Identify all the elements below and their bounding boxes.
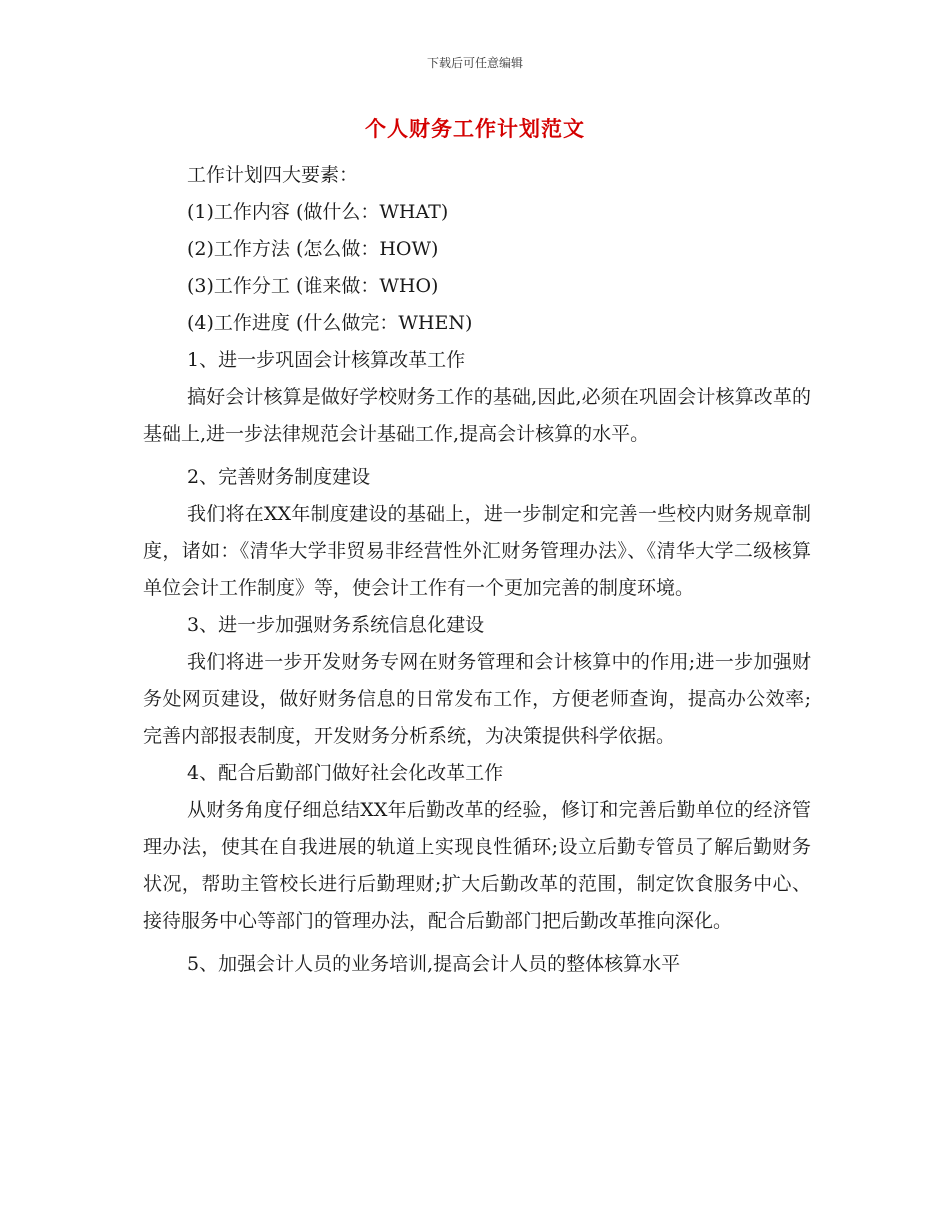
elements-heading: 工作计划四大要素：	[187, 164, 359, 186]
section-heading: 2、完善财务制度建设	[187, 466, 371, 488]
section-heading: 3、进一步加强财务系统信息化建设	[187, 614, 485, 636]
section-paragraph: 我们将进一步开发财务专网在财务管理和会计核算中的作用;进一步加强财务处网页建设，做好财务信息的日常发布工作，方便老师查询，提高办公效率;完善内部报表制度，开发财务分析系统，为决策提供科学依据。	[143, 651, 811, 747]
element-item: (1)工作内容 (做什么：WHAT)	[187, 201, 449, 223]
section-paragraph: 我们将在XX年制度建设的基础上，进一步制定和完善一些校内财务规章制度，诸如：《清华大学非贸易非经营性外汇财务管理办法》、《清华大学二级核算单位会计工作制度》等，使会计工作有一个更加完善的制度环境。	[143, 503, 811, 599]
section-heading: 1、进一步巩固会计核算改革工作	[187, 349, 466, 371]
section-heading: 5、加强会计人员的业务培训,提高会计人员的整体核算水平	[187, 953, 681, 975]
element-item: (3)工作分工 (谁来做：WHO)	[187, 275, 439, 297]
element-item: (4)工作进度 (什么做完：WHEN)	[187, 312, 473, 334]
element-item: (2)工作方法 (怎么做：HOW)	[187, 238, 439, 260]
section-paragraph: 搞好会计核算是做好学校财务工作的基础,因此,必须在巩固会计核算改革的基础上,进一步法律规范会计基础工作,提高会计核算的水平。	[143, 386, 811, 445]
section-paragraph: 从财务角度仔细总结XX年后勤改革的经验，修订和完善后勤单位的经济管理办法，使其在自我进展的轨道上实现良性循环;设立后勤专管员了解后勤财务状况，帮助主管校长进行后勤理财;扩大后勤改革的范围，制定饮食服务中心、接待服务中心等部门的管理办法，配合后勤部门把后勤改革推向深化。	[143, 799, 811, 932]
document-title: 个人财务工作计划范文	[365, 116, 585, 141]
section-heading: 4、配合后勤部门做好社会化改革工作	[187, 762, 504, 784]
header-note: 下载后可任意编辑	[426, 56, 523, 70]
document-body	[143, 157, 811, 983]
